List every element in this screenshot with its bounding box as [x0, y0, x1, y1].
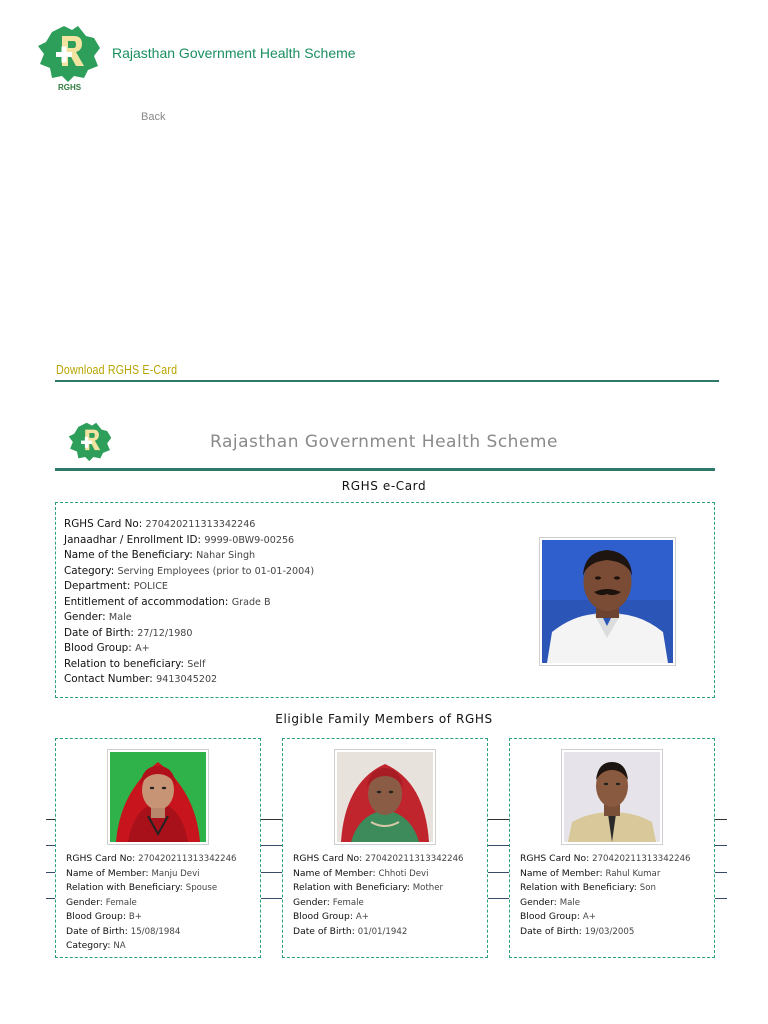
field-label: RGHS Card No [64, 518, 139, 530]
ecard-heading: RGHS e-Card [341, 479, 427, 493]
field-label: Relation with Beneficiary [520, 882, 634, 893]
field-value: Son [639, 883, 656, 893]
field-label: Category [64, 564, 111, 577]
field-label: RGHS Card No [66, 853, 133, 864]
field-value: A+ [582, 912, 596, 922]
card-logo-icon [66, 420, 114, 468]
beneficiary-photo [539, 537, 676, 666]
family-member-card [282, 738, 488, 958]
field-value: Female [105, 897, 137, 908]
member-info [520, 852, 691, 939]
field-label: Name of Member [66, 867, 146, 879]
field-label: Gender [293, 896, 327, 908]
member-row: RGHS Card No: 270420211313342246 [293, 853, 464, 864]
field-value: A+ [135, 643, 150, 654]
member-row: Category: NA [66, 940, 126, 951]
field-label: Category [66, 940, 108, 951]
field-label: Blood Group [64, 642, 129, 654]
field-value: Spouse [185, 883, 218, 893]
member-row: Gender: Female [66, 896, 137, 908]
field-label: Gender [66, 896, 100, 908]
field-value: Nahar Singh [196, 550, 256, 561]
member-row: Name of Member: Rahul Kumar [520, 867, 661, 879]
field-label: Date of Birth [64, 626, 131, 639]
beneficiary-row: Entitlement of accommodation: Grade B [64, 595, 271, 608]
member-row: RGHS Card No: 270420211313342246 [66, 853, 237, 864]
member-row: Name of Member: Manju Devi [66, 867, 200, 879]
member-row: Blood Group: B+ [66, 911, 142, 922]
field-label: Department [64, 580, 127, 592]
field-label: Gender [520, 896, 554, 908]
field-value: 19/03/2005 [584, 926, 635, 937]
family-heading: Eligible Family Members of RGHS [275, 712, 493, 726]
field-value: Male [108, 612, 132, 623]
family-member-card [55, 738, 261, 958]
field-value: Self [187, 658, 206, 670]
member-row: Name of Member: Chhoti Devi [293, 867, 429, 879]
beneficiary-row: Department: POLICE [64, 580, 168, 592]
field-label: Blood Group [520, 911, 577, 922]
field-value: 15/08/1984 [130, 926, 181, 937]
field-value: Grade B [231, 596, 271, 608]
card-header-divider [55, 468, 715, 471]
field-label: Blood Group [293, 911, 350, 922]
beneficiary-row: Date of Birth: 27/12/1980 [64, 626, 193, 639]
field-label: Entitlement of accommodation [64, 595, 225, 608]
field-value: 270420211313342246 [138, 854, 237, 864]
member-info [293, 852, 464, 939]
beneficiary-row: Gender: Male [64, 611, 132, 623]
family-member-card [509, 738, 715, 958]
field-value: Manju Devi [151, 868, 200, 879]
field-label: Name of Member [293, 867, 373, 879]
member-row: RGHS Card No: 270420211313342246 [520, 853, 691, 864]
beneficiary-row: RGHS Card No: 270420211313342246 [64, 518, 256, 530]
field-value: 9413045202 [156, 674, 218, 685]
member-row: Blood Group: A+ [293, 911, 369, 922]
beneficiary-row: Category: Serving Employees (prior to 01-01-2004) [64, 564, 315, 577]
section-divider [55, 380, 719, 382]
field-value: Female [332, 897, 364, 908]
beneficiary-row: Relation to beneficiary: Self [64, 657, 206, 670]
field-label: Date of Birth [520, 925, 579, 937]
field-value: Serving Employees (prior to 01-01-2004) [117, 565, 315, 577]
field-value: B+ [128, 912, 142, 922]
field-label: Date of Birth [293, 925, 352, 937]
member-photo [561, 749, 663, 845]
field-label: Relation with Beneficiary [66, 882, 180, 893]
rghs-logo-icon [34, 22, 104, 92]
member-row: Blood Group: A+ [520, 911, 596, 922]
field-label: Name of Member [520, 867, 600, 879]
field-value: NA [113, 941, 126, 951]
beneficiary-box [55, 502, 715, 698]
field-value: A+ [355, 912, 369, 922]
field-value: POLICE [133, 581, 168, 592]
field-label: Gender [64, 611, 103, 623]
beneficiary-info [64, 517, 314, 688]
member-row: Gender: Female [293, 896, 364, 908]
member-row: Date of Birth: 15/08/1984 [66, 925, 181, 937]
logo-text: RGHS [58, 83, 82, 92]
field-value: 9999-0BW9-00256 [204, 534, 295, 546]
field-label: RGHS Card No [293, 853, 360, 864]
field-value: Male [559, 897, 581, 908]
member-row: Date of Birth: 01/01/1942 [293, 925, 408, 937]
member-row: Relation with Beneficiary: Spouse [66, 882, 218, 893]
field-value: 27/12/1980 [137, 627, 193, 639]
field-label: Date of Birth [66, 925, 125, 937]
download-ecard-title: Download RGHS E-Card [56, 362, 178, 377]
field-label: Relation with Beneficiary [293, 882, 407, 893]
field-value: Rahul Kumar [605, 868, 661, 879]
member-row: Relation with Beneficiary: Mother [293, 882, 444, 893]
member-photo [107, 749, 209, 845]
member-row: Date of Birth: 19/03/2005 [520, 925, 635, 937]
beneficiary-row: Contact Number: 9413045202 [64, 673, 218, 685]
field-label: RGHS Card No [520, 853, 587, 864]
member-row: Gender: Male [520, 896, 581, 908]
field-value: 270420211313342246 [592, 854, 691, 864]
member-photo [334, 749, 436, 845]
beneficiary-row: Name of the Beneficiary: Nahar Singh [64, 549, 256, 561]
back-link[interactable]: Back [141, 111, 166, 123]
field-value: 270420211313342246 [145, 519, 256, 530]
field-value: 01/01/1942 [357, 926, 408, 937]
field-label: Blood Group [66, 911, 123, 922]
beneficiary-row: Blood Group: A+ [64, 642, 150, 654]
field-value: 270420211313342246 [365, 854, 464, 864]
field-label: Relation to beneficiary [64, 657, 181, 670]
field-label: Contact Number [64, 673, 150, 685]
card-header-title: Rajasthan Government Health Scheme [210, 432, 558, 452]
field-value: Mother [412, 883, 444, 893]
field-value: Chhoti Devi [378, 868, 429, 879]
field-label: Janaadhar / Enrollment ID [64, 533, 198, 546]
beneficiary-row: Janaadhar / Enrollment ID: 9999-0BW9-00256 [64, 533, 295, 546]
header-title: Rajasthan Government Health Scheme [112, 45, 356, 61]
member-row: Relation with Beneficiary: Son [520, 882, 656, 893]
field-label: Name of the Beneficiary [64, 549, 190, 561]
member-info [66, 852, 237, 954]
